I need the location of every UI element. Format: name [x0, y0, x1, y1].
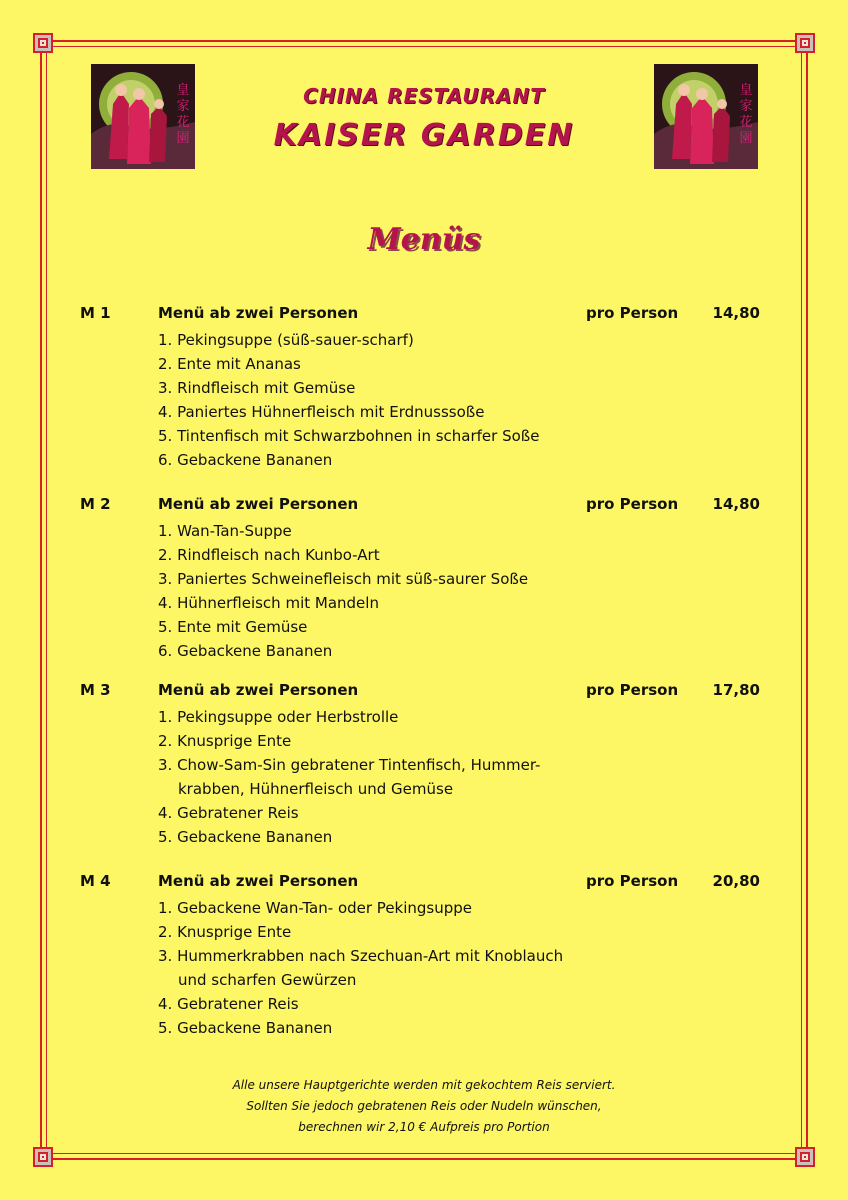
- svg-text:皇: 皇: [176, 83, 190, 98]
- menu-course-list: [158, 896, 563, 1040]
- list-item: 3. Chow-Sam-Sin gebratener Tintenfisch, Hummer-: [158, 756, 541, 774]
- menu-code: M 4: [80, 872, 111, 890]
- list-item: 5. Gebackene Bananen: [158, 828, 333, 846]
- list-item: 4. Gebratener Reis: [158, 995, 299, 1013]
- list-item: 2. Rindfleisch nach Kunbo-Art: [158, 546, 380, 564]
- menu-price-unit: pro Person: [586, 495, 679, 513]
- corner-ornament-bottom-left: [33, 1147, 53, 1167]
- list-item: 2. Ente mit Ananas: [158, 355, 301, 373]
- restaurant-subtitle: CHINA RESTAURANT: [303, 84, 545, 108]
- list-item: und scharfen Gewürzen: [178, 971, 357, 989]
- corner-ornament-top-left: [33, 33, 53, 53]
- menu-price-unit: pro Person: [586, 304, 679, 322]
- menu-price: 14,80: [712, 304, 760, 322]
- list-item: 2. Knusprige Ente: [158, 923, 292, 941]
- list-item: 6. Gebackene Bananen: [158, 642, 333, 660]
- svg-text:花: 花: [739, 115, 753, 130]
- footer-line: berechnen wir 2,10 € Aufpreis pro Portion: [298, 1120, 550, 1134]
- list-item: 5. Gebackene Bananen: [158, 1019, 333, 1037]
- corner-ornament-bottom-right: [795, 1147, 815, 1167]
- list-item: 6. Gebackene Bananen: [158, 451, 333, 469]
- menu-code: M 3: [80, 681, 111, 699]
- menu-name: Menü ab zwei Personen: [158, 304, 359, 322]
- list-item: 4. Gebratener Reis: [158, 804, 299, 822]
- list-item: 1. Wan-Tan-Suppe: [158, 522, 292, 540]
- restaurant-logo-right: [654, 64, 758, 169]
- list-item: 1. Pekingsuppe oder Herbstrolle: [158, 708, 399, 726]
- list-item: 5. Ente mit Gemüse: [158, 618, 308, 636]
- menu-price: 17,80: [712, 681, 760, 699]
- menu-name: Menü ab zwei Personen: [158, 872, 359, 890]
- list-item: 1. Pekingsuppe (süß-sauer-scharf): [158, 331, 414, 349]
- list-item: 3. Paniertes Schweinefleisch mit süß-saurer Soße: [158, 570, 529, 588]
- svg-text:皇: 皇: [739, 83, 753, 98]
- svg-text:園: 園: [739, 131, 753, 146]
- svg-text:家: 家: [739, 99, 753, 114]
- list-item: 3. Rindfleisch mit Gemüse: [158, 379, 356, 397]
- list-item: 3. Hummerkrabben nach Szechuan-Art mit Knoblauch: [158, 947, 564, 965]
- menu-price: 20,80: [712, 872, 760, 890]
- menu-name: Menü ab zwei Personen: [158, 681, 359, 699]
- corner-ornament-top-right: [795, 33, 815, 53]
- rice-surcharge-note: [0, 1075, 848, 1138]
- menu-course-list: [158, 519, 528, 663]
- list-item: 4. Hühnerfleisch mit Mandeln: [158, 594, 379, 612]
- list-item: krabben, Hühnerfleisch und Gemüse: [178, 780, 454, 798]
- list-item: 1. Gebackene Wan-Tan- oder Pekingsuppe: [158, 899, 473, 917]
- page-title: Menüs: [367, 222, 481, 257]
- list-item: 5. Tintenfisch mit Schwarzbohnen in scharfer Soße: [158, 427, 540, 445]
- menu-course-list: [158, 328, 539, 472]
- list-item: 4. Paniertes Hühnerfleisch mit Erdnusssoße: [158, 403, 485, 421]
- menu-price: 14,80: [712, 495, 760, 513]
- menu-code: M 1: [80, 304, 111, 322]
- list-item: 2. Knusprige Ente: [158, 732, 292, 750]
- svg-text:園: 園: [176, 131, 190, 146]
- menu-name: Menü ab zwei Personen: [158, 495, 359, 513]
- restaurant-name: KAISER GARDEN: [273, 118, 575, 153]
- menu-course-list: [158, 705, 540, 849]
- footer-line: Sollten Sie jedoch gebratenen Reis oder Nudeln wünschen,: [246, 1099, 602, 1113]
- restaurant-logo-left: [91, 64, 195, 169]
- menu-code: M 2: [80, 495, 111, 513]
- menu-price-unit: pro Person: [586, 681, 679, 699]
- svg-text:花: 花: [176, 115, 190, 130]
- svg-text:家: 家: [176, 99, 190, 114]
- menu-price-unit: pro Person: [586, 872, 679, 890]
- footer-line: Alle unsere Hauptgerichte werden mit gekochtem Reis serviert.: [232, 1078, 616, 1092]
